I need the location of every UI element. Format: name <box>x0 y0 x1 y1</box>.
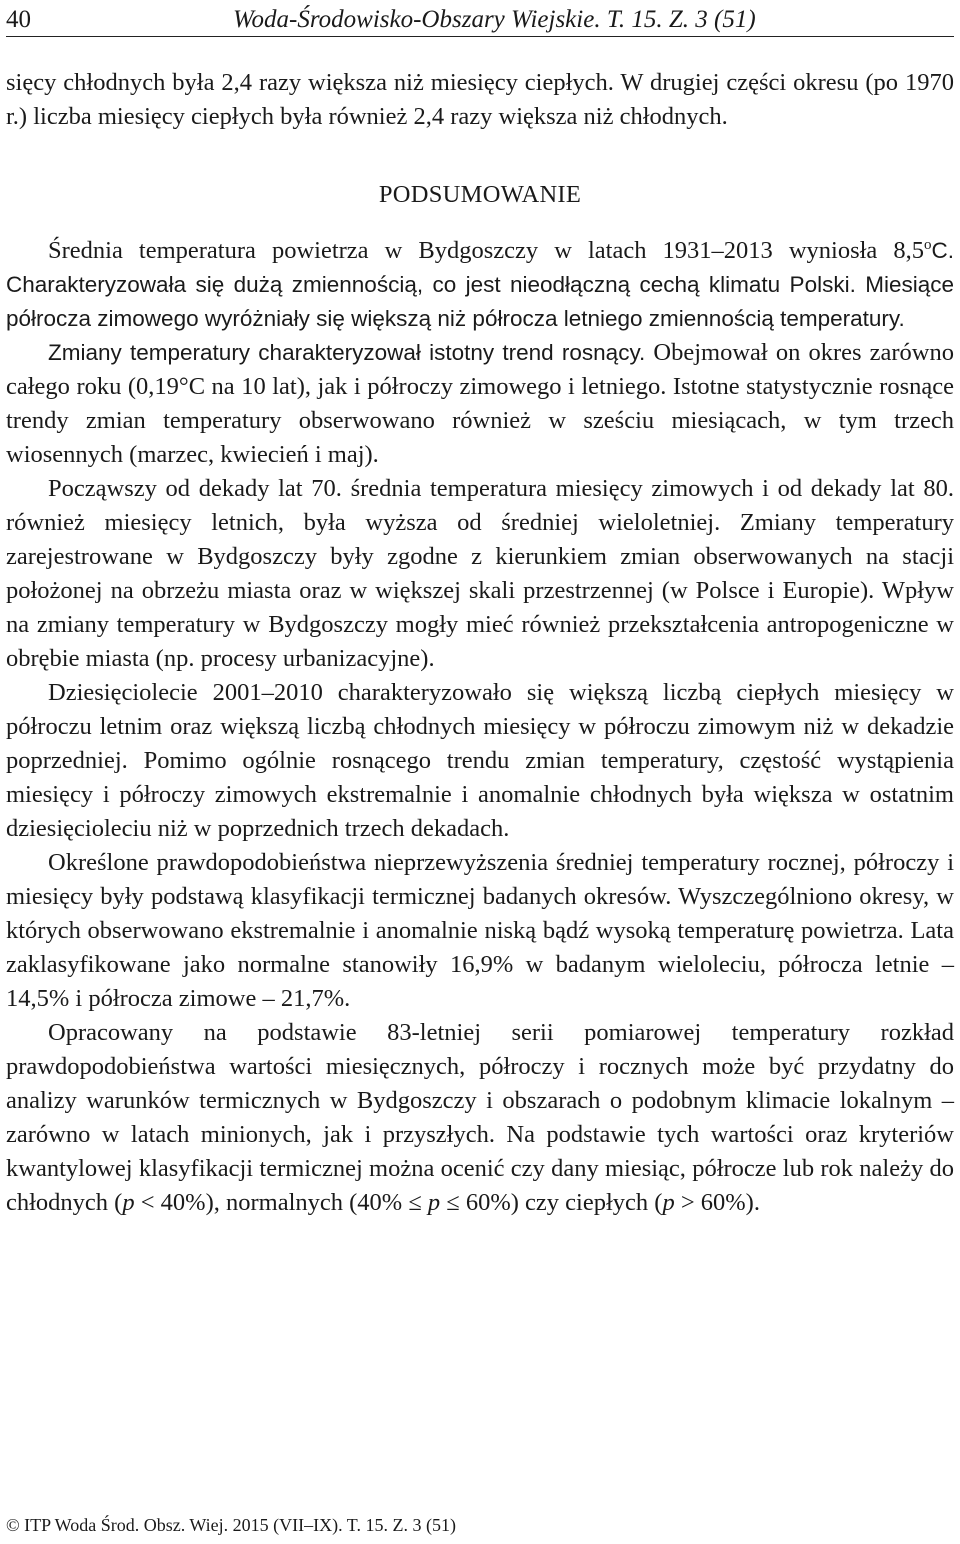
summary-paragraph-5: Określone prawdopodobieństwa nieprzewyższenia średniej temperatury rocznej, półroczy i miesięcy były podstawą klasyfikacji termicznej badanych okresów. Wyszczególniono okresy, w których obserwowano ekstremalnie i anomalnie niską bądź wysoką temperaturę powietrza. Lata zaklasyfikowane jako normalne stanowiły 16,9% w badanym wieloleciu, półrocza letnie – 14,5% i półrocza zimowe – 21,7%. <box>6 849 954 1012</box>
section-heading: PODSUMOWANIE <box>378 181 582 208</box>
summary-paragraph-4: Dziesięciolecie 2001–2010 charakteryzowało się większą liczbą ciepłych miesięcy w półroczu letnim oraz większą liczbą chłodnych miesięcy w półroczu zimowym niż w dekadzie poprzedniej. Pomimo ogólnie rosnącego trendu zmian temperatury, częstość wystąpienia miesięcy i półroczy zimowych ekstremalnie i anomalnie chłodnych była większa w ostatnim dziesięcioleciu niż w poprzednich trzech dekadach. <box>6 679 954 842</box>
page-number: 40 <box>6 6 31 33</box>
p-symbol: p <box>662 1189 675 1216</box>
summary-p2-b: Obejmował on okres zarówno całego roku (0,19°C na 10 lat), jak i półroczy zimowego i letniego. <box>6 339 954 400</box>
continuation-paragraph: sięcy chłodnych była 2,4 razy większa niż miesięcy ciepłych. W drugiej części okresu (po 1970 r.) liczba miesięcy ciepłych była również 2,4 razy większa niż chłodnych. <box>6 69 954 130</box>
journal-running-title: Woda-Środowisko-Obszary Wiejskie. T. 15. Z. 3 (51) <box>233 6 756 33</box>
summary-p2-c: Istotne statystycznie rosnące trendy zmian temperatury obserwowano również w sześciu miesiącach, w tym trzech wiosennych (marzec, kwiecień i maj). <box>6 373 955 468</box>
degree-superscript: o <box>924 236 932 253</box>
summary-paragraph-2 <box>6 336 954 472</box>
page-header <box>6 4 954 37</box>
summary-p6-c: ≤ 60%) czy ciepłych ( <box>440 1189 663 1216</box>
summary-paragraph-3: Począwszy od dekady lat 70. średnia temperatura miesięcy zimowych i od dekady lat 80. również miesięcy letnich, była wyższa od średniej wieloletniej. Zmiany temperatury zarejestrowane w Bydgoszczy były zgodne z kierunkiem zmian obserwowanych na stacji położonej na obrzeżu miasta oraz w większej skali przestrzennej (w Polsce i Europie). Wpływ na zmiany temperatury w Bydgoszczy mogły mieć również przekształcenia antropogeniczne w obrębie miasta (np. procesy urbanizacyjne). <box>6 475 954 672</box>
summary-p2-a: Zmiany temperatury charakteryzował istotny trend rosnący. <box>48 340 646 365</box>
p-symbol: p <box>122 1189 135 1216</box>
p-symbol: p <box>427 1189 441 1216</box>
summary-p1-a: Średnia temperatura powietrza w Bydgoszczy w latach 1931–2013 wyniosła 8,5 <box>48 237 924 264</box>
summary-p6-a: Opracowany na podstawie 83-letniej serii pomiarowej temperatury rozkład prawdopodobieństwa wartości miesięcznych, półroczy i rocznych może być przydatny do analizy warunków termicznych w Bydgoszczy i obszarach o podobnym klimacie lokalnym – zarówno w latach minionych, jak i przyszłych. Na podstawie tych wartości oraz kryteriów kwantylowej klasyfikacji termicznej można ocenić czy dany miesiąc, półrocze lub rok należy do chłodnych ( <box>6 1019 954 1216</box>
article-body <box>6 66 954 1220</box>
page-footer: © ITP Woda Środ. Obsz. Wiej. 2015 (VII–IX). T. 15. Z. 3 (51) <box>6 1515 456 1535</box>
summary-p6-d: > 60%). <box>674 1189 760 1216</box>
summary-paragraph-6 <box>6 1016 954 1220</box>
summary-p1-b: C. Charakteryzowała się dużą zmiennością, co jest nieodłączną cechą klimatu Polski. Miesiące półrocza zimowego wyróżniały się większą niż półrocza letniego zmiennością temperatury. <box>6 238 954 331</box>
summary-p6-b: < 40%), normalnych (40% ≤ <box>134 1189 428 1216</box>
summary-paragraph-1 <box>6 234 954 336</box>
